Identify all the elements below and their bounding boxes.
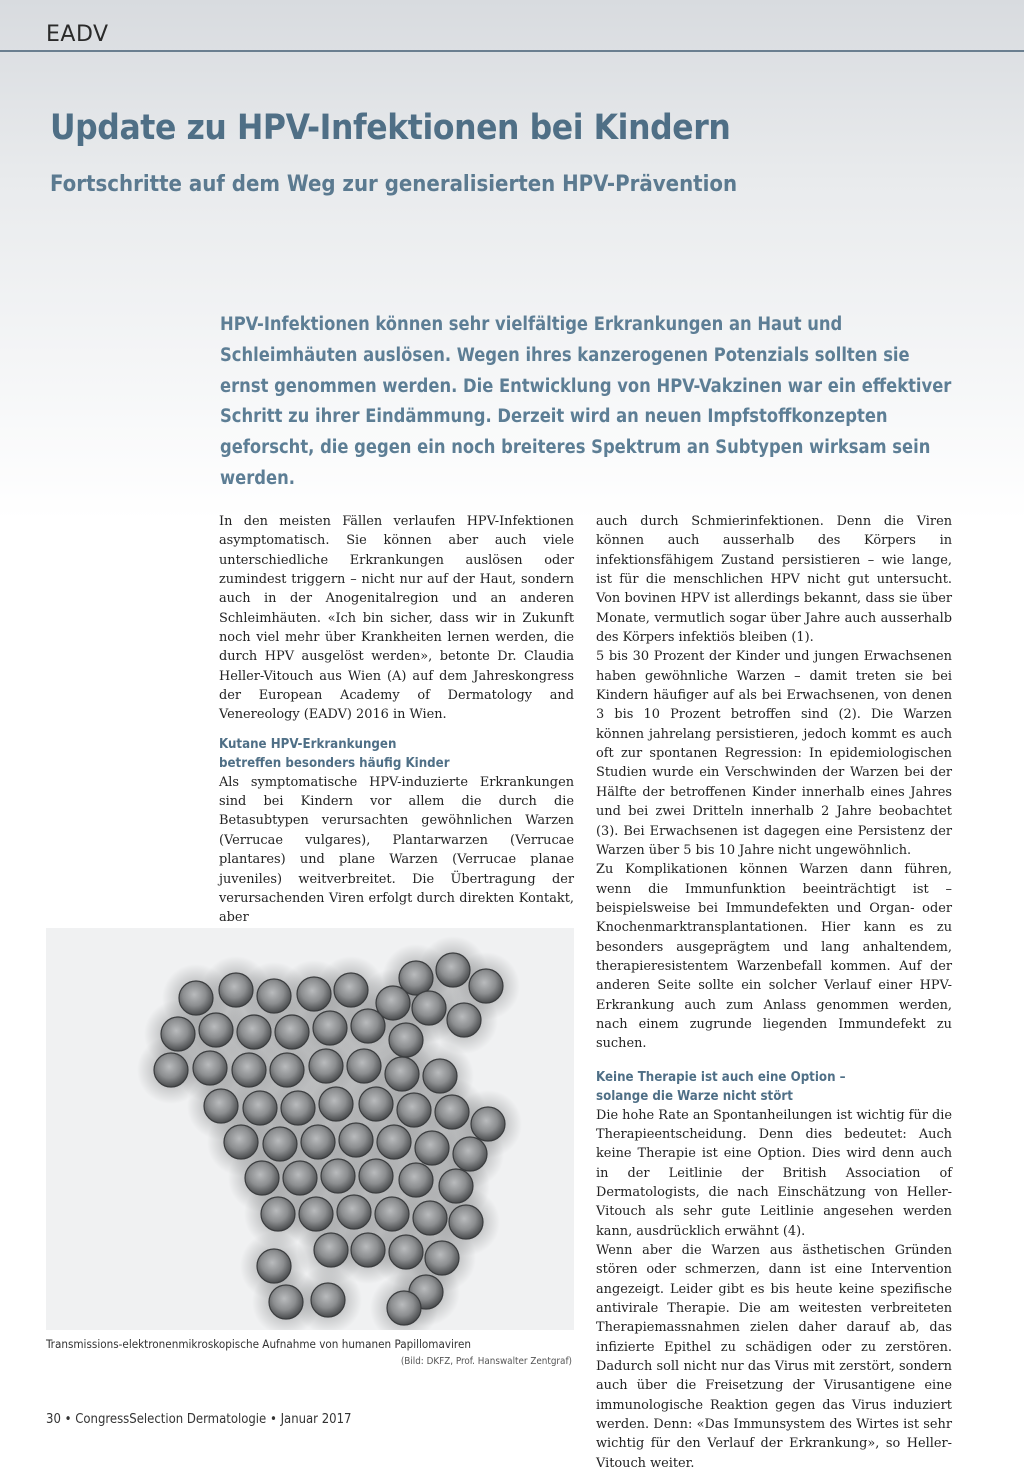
article-lead: HPV-Infektionen können sehr vielfältige Erkrankungen an Haut und Schleimhäuten auslösen. Wegen ihres kanzerogenen Potenzials sollten sie ernst genommen werden. Die Entwicklung von HPV-Vakzinen war ein effektiver Schritt zu ihrer Eindämmung. Derzeit wird an neuen Impfstoffkonzepten geforscht, die gegen ein noch breiteres Spektrum an Subtypen wirksam sein werden. [220,314,952,489]
virus-particle [301,1125,335,1159]
virus-particle [351,1233,385,1267]
section-label: EADV [46,22,109,47]
virus-particle [313,1011,347,1045]
virus-particle [347,1049,381,1083]
virus-particle [281,1091,315,1125]
virus-particle [337,1195,371,1229]
virus-particle [469,969,503,1003]
left-column [219,512,574,928]
virus-particle [154,1053,188,1087]
virus-particle [387,1291,421,1325]
virus-particle [389,1023,423,1057]
virus-particle [397,1093,431,1127]
paragraph: Zu Komplikationen können Warzen dann führen, wenn die Immunfunktion beeinträchtigt ist – beispielsweise bei Immundefekten und Organ- oder Knochenmarktransplantationen. Hier kann es zu besonders ausgeprägtem und lang anhaltendem, therapieresistentem Warzenbefall kommen. Auf der anderen Seite sollte ein solcher Verlauf einer HPV-Erkrankung auch zum Anlass genommen werden, nach einem zugrunde liegenden Immundefekt zu suchen. [596,862,952,1052]
virus-particle [359,1159,393,1193]
virus-particle [309,1049,343,1083]
virus-particle [161,1017,195,1051]
virus-particle [334,973,368,1007]
virus-particle [399,1163,433,1197]
virus-particle [321,1159,355,1193]
virus-particle [297,977,331,1011]
article-subtitle: Fortschritte auf dem Weg zur generalisierten HPV-Prävention [50,172,738,197]
virus-particle [257,1249,291,1283]
virus-particles-graphic [46,928,574,1330]
virus-particle [204,1089,238,1123]
virus-particle [314,1233,348,1267]
virus-particle [299,1197,333,1231]
paragraph: Die hohe Rate an Spontanheilungen ist wichtig für die Therapieentscheidung. Denn dies bedeutet: Auch keine Therapie ist eine Option. Dies wird denn auch in der Leitlinie der British Association of Dermatologists, die nach Einschätzung von Heller-Vitouch als sehr gute Leitlinie angesehen werden kann, ausdrücklich erwähnt (4). [596,1107,953,1239]
virus-particle [257,979,291,1013]
virus-particle [425,1241,459,1275]
article-title: Update zu HPV-Infektionen bei Kindern [50,108,731,148]
virus-particle [224,1125,258,1159]
virus-particle [179,981,213,1015]
virus-particle [436,953,470,987]
paragraph: Als symptomatische HPV-induzierte Erkrankungen sind bei Kindern vor allem die durch die Betasubtypen verursachten gewöhnlichen Warzen (Verrucae vulgares), Plantarwarzen (Verrucae plantares) und plane Warzen (Verrucae planae juveniles) weitverbreitet. Die Übertragung der verursachenden Viren erfolgt durch direkten Kontakt, aber [219,774,574,926]
virus-particle [261,1197,295,1231]
paragraph: Wenn aber die Warzen aus ästhetischen Gründen stören oder schmerzen, dann ist eine Intervention angezeigt. Leider gibt es bis heute keine spezifische antivirale Therapie. Die am weitesten verbreiteten Therapiemassnahmen zielen daher darauf ab, das infizierte Epithel zu schädigen oder zu zerstören. Dadurch soll nicht nur das Virus mit zerstört, sondern auch über die Freisetzung der Virusantigene eine immunologische Reaktion gegen das Virus induziert werden. Denn: «Das Immunsystem des Wirtes ist sehr wichtig für den Verlauf der Erkrankung», so Heller-Vitouch weiter. [596,1243,952,1471]
virus-particle [435,1095,469,1129]
paragraph: 5 bis 30 Prozent der Kinder und jungen Erwachsenen haben gewöhnliche Warzen – damit treten sie bei Kindern häufiger auf als bei Erwachsenen, von denen 3 bis 10 Prozent betroffen sind (2). Die Warzen können jahrelang persistieren, jedoch kommt es auch oft zur spontanen Regression: In epidemiologischen Studien wurde ein Verschwinden der Warzen bei der Hälfte der betroffenen Kinder innerhalb eines Jahres und bei zwei Dritteln innerhalb 2 Jahre beobachtet (3). Bei Erwachsenen ist dagegen eine Persistenz der Warzen über 5 bis 10 Jahre nicht ungewöhnlich. [596,649,952,858]
virus-particle [193,1051,227,1085]
virus-particle [415,1131,449,1165]
virus-particle [377,1125,411,1159]
virus-particle [439,1169,473,1203]
virus-particle [199,1013,233,1047]
virus-particle [269,1285,303,1319]
heading-line: Keine Therapie ist auch eine Option – [596,1069,846,1085]
figure-credit: (Bild: DKFZ, Prof. Hanswalter Zentgraf) [400,1356,572,1367]
virus-particle [412,991,446,1025]
virus-particle [219,973,253,1007]
paragraph: In den meisten Fällen verlaufen HPV-Infektionen asymptomatisch. Sie können aber auch viele unterschiedliche Erkrankungen auslösen oder zumindest triggern – nicht nur auf der Haut, sondern auch in der Anogenitalregion und an anderen Schleimhäuten. «Ich bin sicher, dass wir in Zukunft noch viel mehr über Krankheiten lernen werden, die durch HPV ausgelöst werden», betonte Dr. Claudia Heller-Vitouch aus Wien (A) auf dem Jahreskongress der European Academy of Dermatology and Venereology (EADV) 2016 in Wien. [219,514,574,723]
virus-particle [283,1161,317,1195]
right-column [596,512,952,1473]
virus-particle [375,1197,409,1231]
section-heading [219,735,574,773]
heading-line: solange die Warze nicht stört [596,1088,793,1104]
heading-line: betreffen besonders häufig Kinder [219,755,450,771]
virus-particle [270,1053,304,1087]
virus-particle [243,1091,277,1125]
heading-line: Kutane HPV-Erkrankungen [219,736,397,752]
virus-particle [423,1059,457,1093]
figure-caption: Transmissions-elektronenmikroskopische Aufnahme von humanen Papillomaviren [46,1337,471,1351]
virus-particle [471,1107,505,1141]
virus-particle [232,1053,266,1087]
virus-particle [359,1087,393,1121]
virus-particle [453,1137,487,1171]
virus-particle [275,1015,309,1049]
section-heading [596,1068,952,1106]
virus-particle [413,1201,447,1235]
virus-particle [351,1009,385,1043]
paragraph: auch durch Schmierinfektionen. Denn die Viren können auch ausserhalb des Körpers in infektionsfähigem Zustand persistieren – wie lange, ist für die menschlichen HPV nicht gut untersucht. Von bovinen HPV ist allerdings bekannt, dass sie über Monate, vermutlich sogar über Jahre auch ausserhalb des Körpers infektiös bleiben (1). [596,514,952,646]
virus-particle [389,1235,423,1269]
page-footer: 30 • CongressSelection Dermatologie • Januar 2017 [46,1412,352,1427]
virus-particle [245,1161,279,1195]
virus-particle [263,1127,297,1161]
virus-particle [385,1057,419,1091]
virus-particle [339,1123,373,1157]
virus-particle [237,1015,271,1049]
virus-particle [319,1087,353,1121]
microscopy-image [46,928,574,1330]
section-divider [0,50,1024,52]
virus-particle [311,1283,345,1317]
virus-particle [447,1003,481,1037]
virus-particle [449,1205,483,1239]
